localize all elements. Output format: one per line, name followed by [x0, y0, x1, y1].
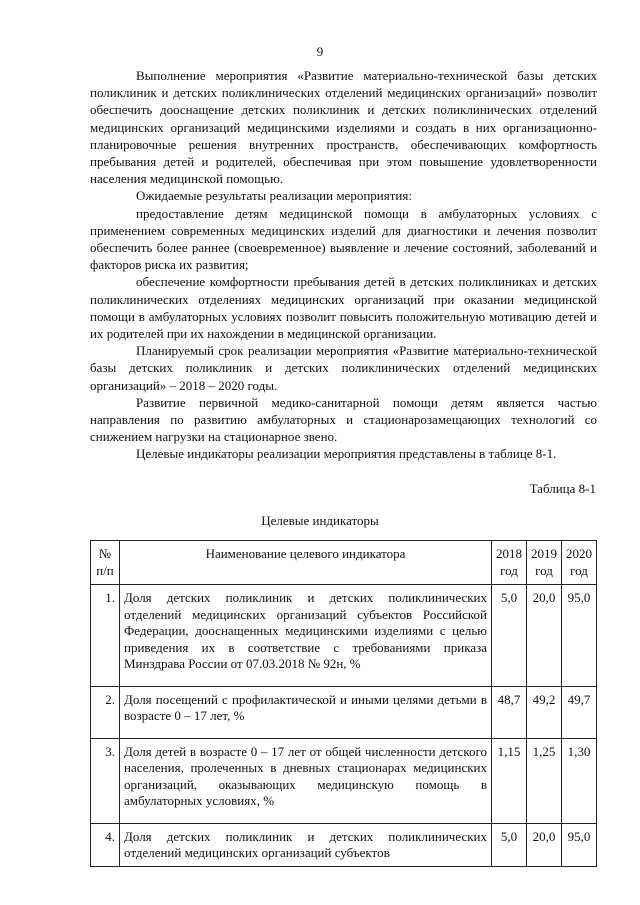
header-2018: 2018 год — [492, 541, 527, 585]
indicators-table — [90, 540, 597, 867]
page-number: 9 — [316, 44, 324, 59]
row-value-2019: 49,2 — [527, 686, 562, 738]
header-2020: 2020 год — [562, 541, 597, 585]
row-value-2018: 48,7 — [492, 686, 527, 738]
table-row — [91, 738, 597, 823]
row-name: Доля посещений с профилактической и иными целями детьми в возрасте 0 – 17 лет, % — [120, 686, 492, 738]
body-text — [90, 67, 597, 463]
paragraph: Планируемый срок реализации мероприятия «Развитие материально-технической базы детских поликлиник и детских поликлинических отделений медицинских организаций» – 2018 – 2020 годы. — [90, 343, 597, 393]
paragraph: предоставление детям медицинской помощи в амбулаторных условиях с применением современных медицинских изделий для диагностики и лечения позволит обеспечить более раннее (своевременное) выявление и лечение состояний, заболеваний и факторов риска их развития; — [90, 205, 597, 273]
row-num: 3. — [91, 738, 120, 823]
paragraph: Ожидаемые результаты реализации мероприятия: — [136, 188, 412, 204]
table-row — [91, 823, 597, 866]
header-name: Наименование целевого индикатора — [120, 541, 492, 585]
table-header-row — [91, 541, 597, 585]
row-value-2020: 95,0 — [562, 585, 597, 687]
row-value-2018: 1,15 — [492, 738, 527, 823]
row-value-2019: 20,0 — [527, 585, 562, 687]
table-label: Таблица 8-1 — [529, 481, 596, 496]
row-name: Доля детских поликлиник и детских поликлинических отделений медицинских организаций субъектов — [120, 823, 492, 866]
row-value-2018: 5,0 — [492, 823, 527, 866]
paragraph: Выполнение мероприятия «Развитие материально-технической базы детских поликлиник и детских поликлинических отделений медицинских организаций» позволит обеспечить дооснащение детских поликлиник и детских поликлинических отделений медицинских организаций медицинскими изделиями и создать в них организационно-планировочные решения внутренних пространств, обеспечивающих комфортность пребывания детей и родителей, обеспечивая при этом повышение удовлетворенности населения медицинской помощью. — [90, 68, 597, 187]
paragraph: Развитие первичной медико-санитарной помощи детям является частью направления по развитию амбулаторных и стационарозамещающих технологий со снижением нагрузки на стационарное звено. — [90, 394, 597, 445]
header-2019: 2019 год — [527, 541, 562, 585]
row-value-2019: 20,0 — [527, 823, 562, 866]
table-row — [91, 686, 597, 738]
table-title: Целевые индикаторы — [261, 513, 379, 528]
row-value-2020: 95,0 — [562, 823, 597, 866]
table-row — [91, 585, 597, 687]
row-num: 1. — [91, 585, 120, 687]
row-name: Доля детей в возрасте 0 – 17 лет от общей численности детского населения, пролеченных в дневных стационарах медицинских организаций, оказывающих медицинскую помощь в амбулаторных условиях, % — [120, 738, 492, 823]
header-num: № п/п — [91, 541, 120, 585]
row-num: 2. — [91, 686, 120, 738]
row-value-2019: 1,25 — [527, 738, 562, 823]
paragraph: обеспечение комфортности пребывания детей в детских поликлиниках и детских поликлинических отделениях медицинских организаций при оказании медицинской помощи в амбулаторных условиях позволит повысить положительную мотивацию детей и их родителей при их нахождении в медицинской организации. — [90, 274, 597, 342]
row-num: 4. — [91, 823, 120, 866]
paragraph: Целевые индикаторы реализации мероприятия представлены в таблице 8-1. — [136, 446, 557, 462]
row-value-2020: 49,7 — [562, 686, 597, 738]
row-name: Доля детских поликлиник и детских поликлинических отделений медицинских организаций субъектов Российской Федерации, дооснащенных медицинскими изделиями с целью приведения их в соответствие с требованиями приказа Минздрава России от 07.03.2018 № 92н, % — [120, 585, 492, 687]
row-value-2018: 5,0 — [492, 585, 527, 687]
row-value-2020: 1,30 — [562, 738, 597, 823]
